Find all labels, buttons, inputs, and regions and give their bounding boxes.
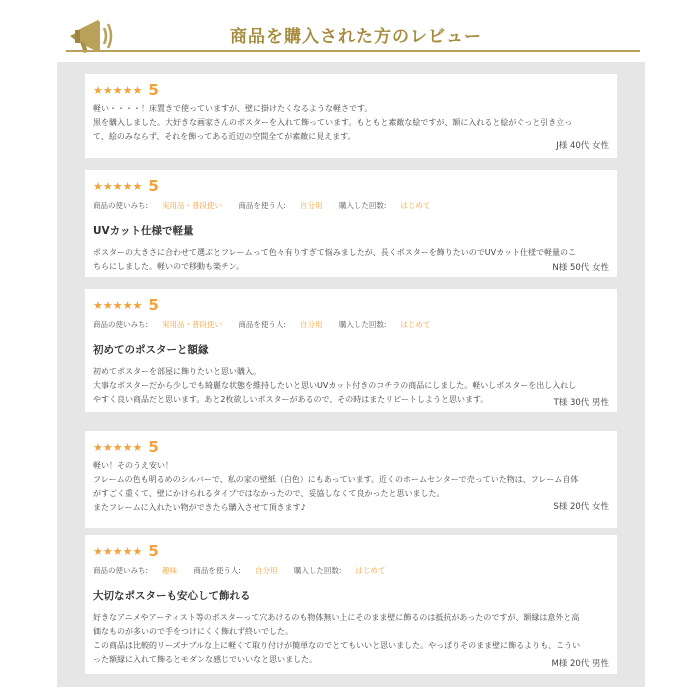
reviewer-signature: J様 40代 女性 bbox=[556, 141, 609, 151]
review-line: フレームの色も明るめのシルバーで、私の家の壁紙（白色）にもあっています。近くのホームセンターで売っていた物は、フレーム自体 bbox=[93, 475, 579, 484]
review-card bbox=[85, 431, 617, 528]
rating-score: 5 bbox=[148, 296, 159, 314]
review-line: 黒を購入しました。大好きな画家さんのポスターを入れて飾っています。もともと素敵な絵ですが、額に入れると絵がぐっと引き立っ bbox=[93, 118, 573, 127]
review-line: った額縁に入れて飾るとモダンな感じでいいなと思いました。 bbox=[93, 655, 318, 664]
star-rating-icon: ★★★★★ bbox=[93, 298, 143, 312]
review-line: 価なものが多いので手をつけにくく飾れず終いでした。 bbox=[93, 627, 293, 636]
review-card bbox=[85, 74, 617, 158]
review-card bbox=[85, 170, 617, 277]
review-line: 軽い！そのうえ安い！ bbox=[93, 461, 173, 470]
review-body bbox=[93, 102, 609, 144]
review-meta: 商品の使いみち: 趣味 商品を使う人: 自分用 購入した回数: はじめて bbox=[93, 566, 386, 575]
title-underline bbox=[66, 50, 640, 52]
rating-score: 5 bbox=[148, 438, 159, 456]
rating-row bbox=[93, 176, 609, 196]
rating-row bbox=[93, 437, 609, 457]
review-line: 軽い・・・・！床置きで使っていますが、壁に掛けたくなるような軽さです。 bbox=[93, 104, 373, 113]
reviewer-signature: S様 20代 女性 bbox=[553, 502, 609, 512]
rating-row bbox=[93, 80, 609, 100]
review-body bbox=[93, 246, 609, 274]
star-rating-icon: ★★★★★ bbox=[93, 179, 143, 193]
review-headline: UVカット仕様で軽量 bbox=[93, 225, 194, 237]
reviewer-signature: M様 20代 男性 bbox=[551, 659, 609, 669]
rating-row bbox=[93, 541, 609, 561]
page-header bbox=[0, 0, 700, 62]
rating-row bbox=[93, 295, 609, 315]
star-rating-icon: ★★★★★ bbox=[93, 83, 143, 97]
review-headline: 初めてのポスターと額縁 bbox=[93, 344, 209, 356]
rating-score: 5 bbox=[148, 177, 159, 195]
review-line: 好きなアニメやアーティスト等のポスターって穴あけるのも物体無い上にそのまま壁に飾るのは抵抗があったのですが、額縁は意外と高 bbox=[93, 613, 580, 622]
review-line: ポスターの大きさに合わせて選ぶとフレームって色々有りすぎて悩みましたが、長くポスターを飾りたいのでUVカット仕様で軽量のこ bbox=[93, 248, 577, 257]
review-line: 初めてポスターを部屋に飾りたいと思い購入。 bbox=[93, 367, 261, 376]
reviewer-signature: N様 50代 女性 bbox=[552, 263, 609, 273]
rating-score: 5 bbox=[148, 81, 159, 99]
review-body bbox=[93, 611, 609, 667]
review-body bbox=[93, 365, 609, 407]
review-meta: 商品の使いみち: 実用品・普段使い 商品を使う人: 自分用 購入した回数: はじめて bbox=[93, 320, 431, 329]
review-line: この商品は比較的リーズナブルな上に軽くて取り付けが簡単なのでとてもいいと思いました。やっぱりそのまま壁に飾るよりも、こうい bbox=[93, 641, 581, 650]
review-line: がすごく重くて、壁にかけられるタイプではなかったので、妥協しなくて良かったと思いました。 bbox=[93, 489, 445, 498]
star-rating-icon: ★★★★★ bbox=[93, 544, 143, 558]
review-line: またフレームに入れたい物ができたら購入させて頂きます♪ bbox=[93, 503, 306, 512]
review-line: ちらにしました。軽いので移動も楽チン。 bbox=[93, 262, 244, 271]
rating-score: 5 bbox=[148, 542, 159, 560]
review-card bbox=[85, 289, 617, 412]
review-headline: 大切なポスターも安心して飾れる bbox=[93, 590, 251, 602]
reviews-panel bbox=[57, 62, 645, 687]
review-body bbox=[93, 459, 609, 515]
page-title: 商品を購入された方のレビュー bbox=[230, 27, 482, 47]
review-card bbox=[85, 535, 617, 674]
star-rating-icon: ★★★★★ bbox=[93, 440, 143, 454]
review-line: やすく良い商品だと思います。あと2枚欲しいポスターがあるので、その時はまたリピートしようと思います。 bbox=[93, 395, 489, 404]
review-meta: 商品の使いみち: 実用品・普段使い 商品を使う人: 自分用 購入した回数: はじめて bbox=[93, 201, 431, 210]
review-line: 大事なポスターだから少しでも綺麗な状態を維持したいと思いUVカット付きのコチラの商品にしました。軽いしポスターを出し入れし bbox=[93, 381, 577, 390]
review-line: て、絵のみならず、それを飾ってある近辺の空間全てが素敵に見えます。 bbox=[93, 132, 356, 141]
reviewer-signature: T様 30代 男性 bbox=[553, 398, 609, 408]
